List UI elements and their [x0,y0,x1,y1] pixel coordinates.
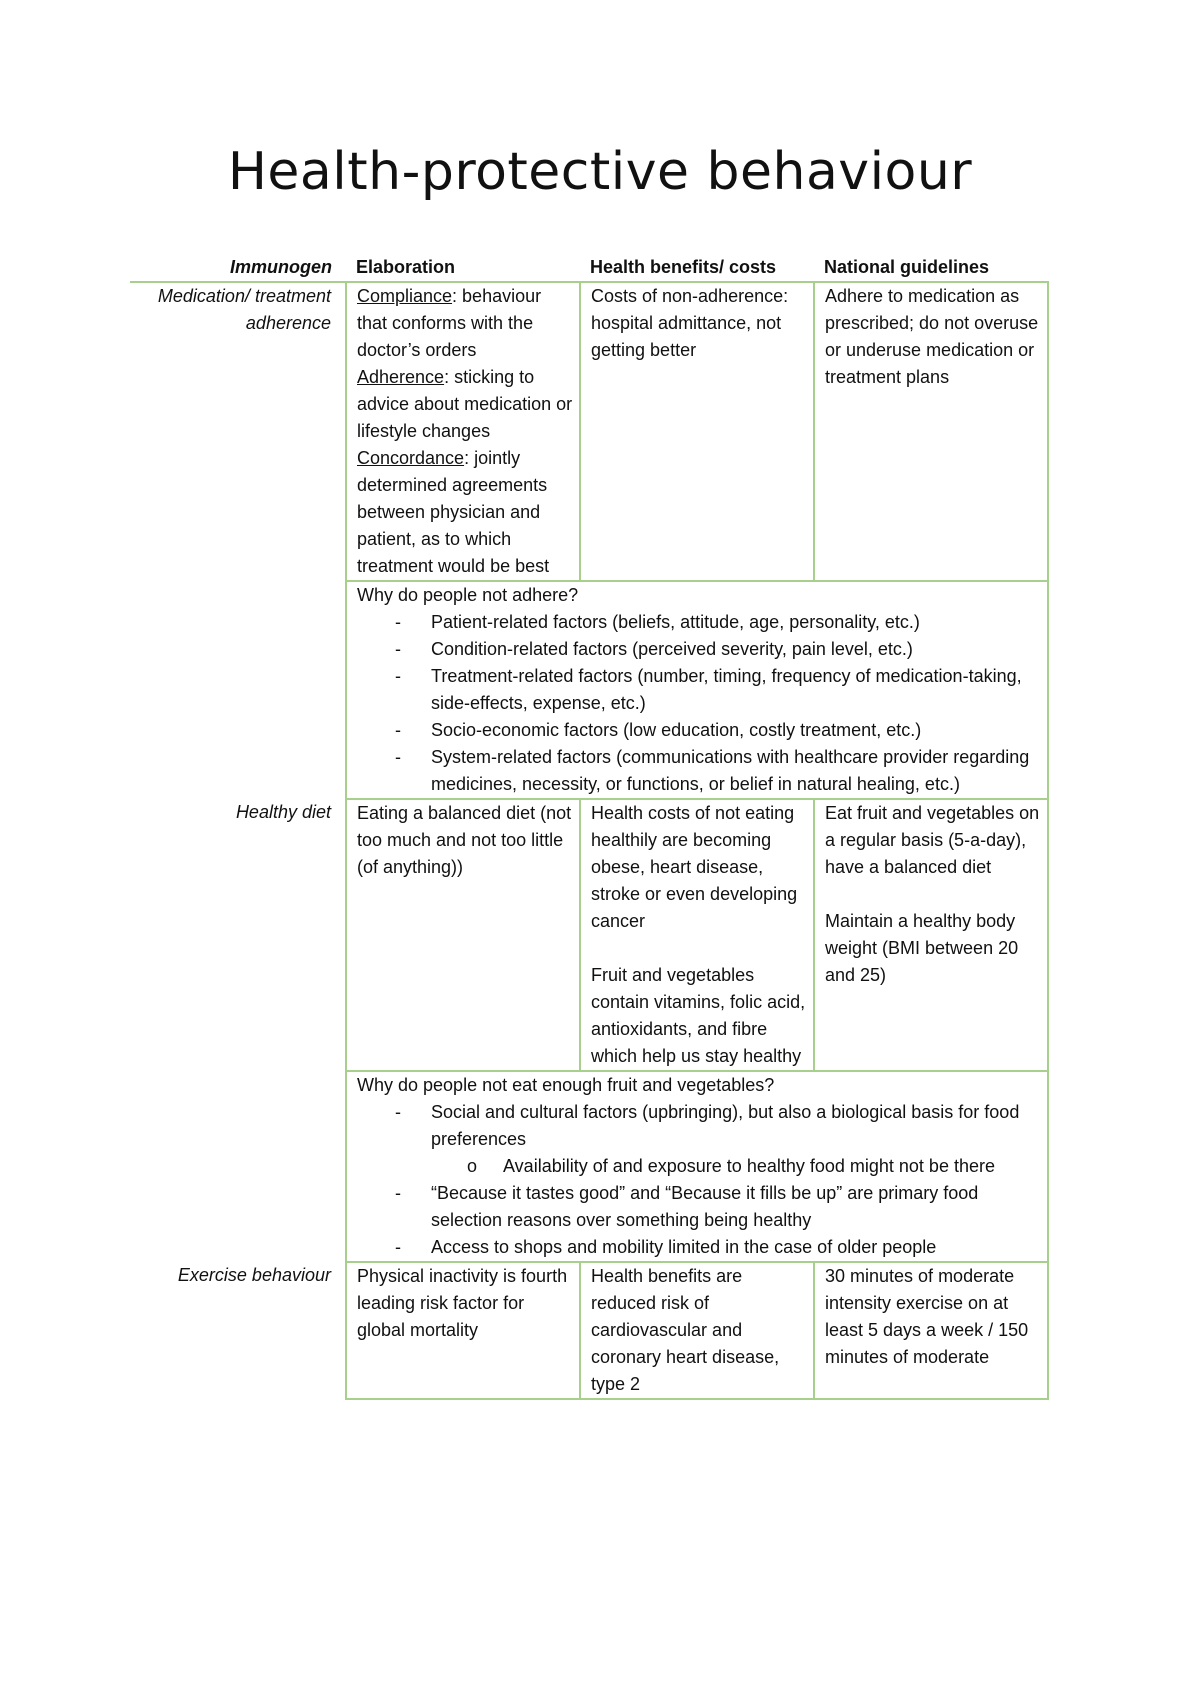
cell-diet-guidelines [814,799,1048,1071]
cell-medication-guidelines: Adhere to medication as prescribed; do not overuse or underuse medication or treatment plans [814,282,1048,581]
cell-exercise-benefits: Health benefits are reduced risk of cardiovascular and coronary heart disease, type 2 [580,1262,814,1399]
list-item: - System-related factors (communications with healthcare provider regarding medicines, necessity, or functions, or belief in natural healing, etc.) [357,744,1043,798]
concordance-text: : jointly determined agreements between physician and patient, as to which treatment would be best [357,448,550,576]
cell-medication-notes [346,581,1048,799]
table-row [130,1262,1048,1399]
cell-diet-notes [346,1071,1048,1262]
list-item: - Treatment-related factors (number, timing, frequency of medication-taking, side-effects, expense, etc.) [357,663,1043,717]
medication-notes-intro: Why do people not adhere? [357,585,579,605]
diet-notes-intro: Why do people not eat enough fruit and vegetables? [357,1075,775,1095]
diet-benefits-nutrients: Fruit and vegetables contain vitamins, folic acid, antioxidants, and fibre which help us stay healthy [591,965,806,1066]
row-label-diet: Healthy diet [235,802,331,822]
table-row [130,799,1048,1071]
diet-notes-sublist [431,1153,1043,1180]
health-behaviour-table [130,254,1049,1400]
table-header-row [130,254,1048,282]
compliance-definition [357,283,575,364]
list-item [357,1099,1043,1180]
page-title: Health-protective behaviour [227,142,973,202]
list-item: o Availability of and exposure to healthy food might not be there [431,1153,1043,1180]
cell-medication-elaboration [346,282,580,581]
adherence-text: : sticking to advice about medication or lifestyle changes [357,367,573,441]
diet-guideline-weight: Maintain a healthy body weight (BMI between 20 and 25) [825,911,1019,985]
table-row [130,282,1048,581]
row-label-medication: Medication/ treatment adherence [157,286,331,333]
cell-medication-benefits: Costs of non-adherence: hospital admittance, not getting better [580,282,814,581]
list-item: - Condition-related factors (perceived severity, pain level, etc.) [357,636,1043,663]
cell-diet-elaboration: Eating a balanced diet (not too much and not too little (of anything)) [346,799,580,1071]
header-immunogen: Immunogen [130,254,346,282]
list-item: - Patient-related factors (beliefs, attitude, age, personality, etc.) [357,609,1043,636]
cell-diet-benefits [580,799,814,1071]
concordance-term: Concordance [357,448,465,468]
list-item: - “Because it tastes good” and “Because it fills be up” are primary food selection reasons over something being healthy [357,1180,1043,1234]
cell-exercise-elaboration: Physical inactivity is fourth leading risk factor for global mortality [346,1262,580,1399]
diet-guideline-fruit: Eat fruit and vegetables on a regular basis (5-a-day), have a balanced diet [825,803,1040,877]
diet-note-social: Social and cultural factors (upbringing), but also a biological basis for food preferences [431,1102,1020,1149]
concordance-definition [357,445,575,580]
list-item: - Socio-economic factors (low education, costly treatment, etc.) [357,717,1043,744]
compliance-text: : behaviour that conforms with the doctor’s orders [357,286,542,360]
adherence-definition [357,364,575,445]
cell-exercise-guidelines: 30 minutes of moderate intensity exercise on at least 5 days a week / 150 minutes of moderate [814,1262,1048,1399]
header-guidelines: National guidelines [814,254,1048,282]
list-item: - Access to shops and mobility limited in the case of older people [357,1234,1043,1261]
adherence-term: Adherence [357,367,445,387]
header-benefits: Health benefits/ costs [580,254,814,282]
diet-notes-list [357,1099,1043,1261]
medication-notes-list [357,609,1043,798]
diet-benefits-costs: Health costs of not eating healthily are becoming obese, heart disease, stroke or even developing cancer [591,803,798,931]
row-label-exercise: Exercise behaviour [177,1265,331,1285]
compliance-term: Compliance [357,286,453,306]
header-elaboration: Elaboration [346,254,580,282]
